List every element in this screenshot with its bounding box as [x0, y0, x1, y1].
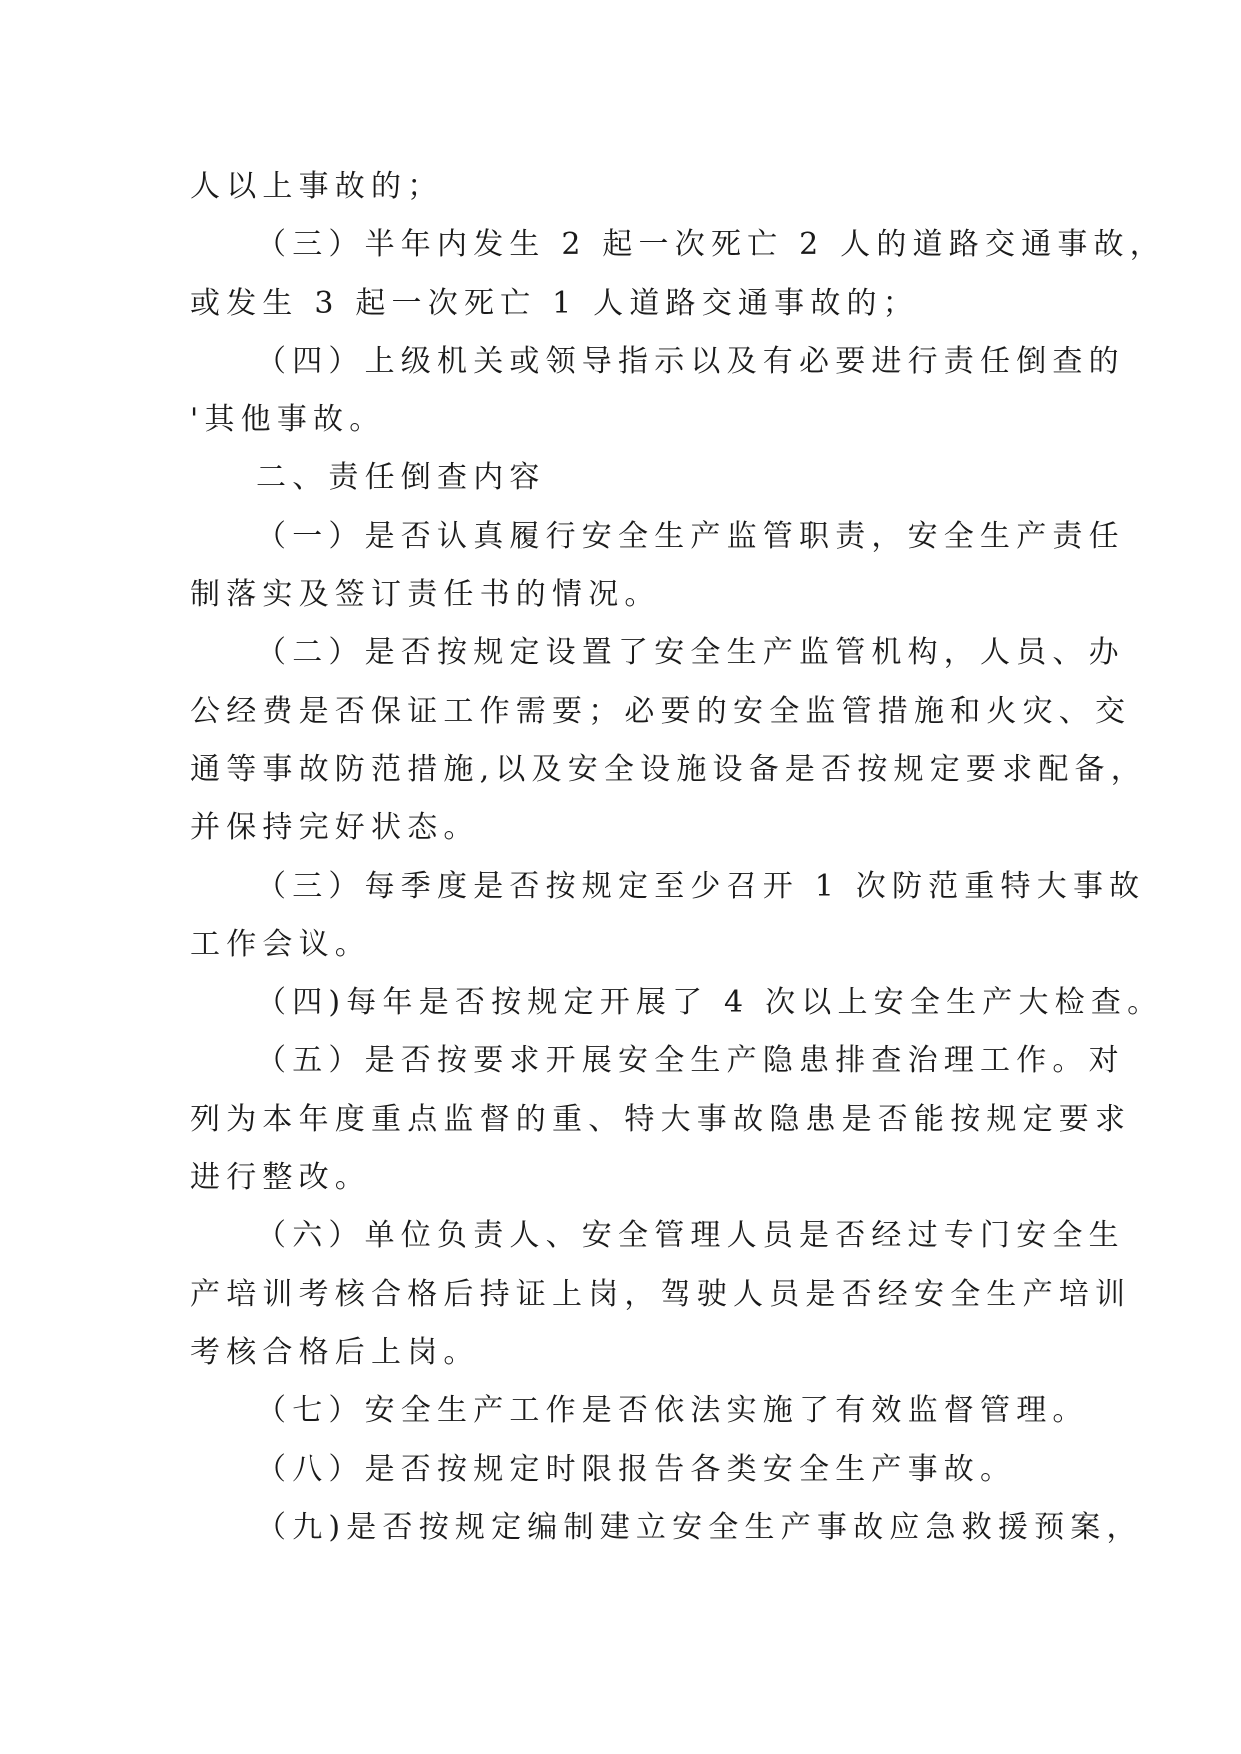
text-line: 人以上事故的； — [190, 169, 444, 204]
text-line: （七）安全生产工作是否依法实施了有效监督管理。 — [256, 1393, 1089, 1429]
text-line: （五）是否按要求开展安全生产隐患排查治理工作。对 — [256, 1043, 1125, 1079]
text-line: 制落实及签订责任书的情况。 — [190, 577, 661, 613]
text-line: 或发生 3 起一次死亡 1 人道路交通事故的； — [190, 285, 919, 321]
text-line: 并保持完好状态。 — [190, 810, 480, 846]
text-line: 工作会议。 — [190, 926, 371, 962]
text-line: （三）每季度是否按规定至少召开 1 次防范重特大事故 — [256, 868, 1146, 904]
text-line: 列为本年度重点监督的重、特大事故隐患是否能按规定要求 — [190, 1101, 1132, 1137]
text-line: （三）半年内发生 2 起一次死亡 2 人的道路交通事故， — [256, 227, 1166, 263]
text-line: 公经费是否保证工作需要；必要的安全监管措施和火灾、交 — [190, 693, 1132, 729]
text-line: （四)每年是否按规定开展了 4 次以上安全生产大检查。 — [256, 985, 1164, 1021]
text-line: 通等事故防范措施,以及安全设施设备是否按规定要求配备， — [190, 751, 1147, 787]
section-heading: 二、责任倒查内容 — [256, 460, 546, 496]
text-line: 进行整改。 — [190, 1160, 371, 1196]
text-line: 考核合格后上岗。 — [190, 1334, 480, 1370]
text-line: （八）是否按规定时限报告各类安全生产事故。 — [256, 1451, 1017, 1487]
text-line: '其他事故。 — [190, 402, 386, 438]
text-line: （六）单位负责人、安全管理人员是否经过专门安全生 — [256, 1218, 1125, 1254]
text-line: （二）是否按规定设置了安全生产监管机构，人员、办 — [256, 635, 1125, 671]
text-line: 产培训考核合格后持证上岗，驾驶人员是否经安全生产培训 — [190, 1276, 1132, 1312]
document-body — [190, 158, 1166, 1557]
text-line: （一）是否认真履行安全生产监管职责，安全生产责任 — [256, 518, 1125, 554]
text-line: （四）上级机关或领导指示以及有必要进行责任倒查的 — [256, 343, 1125, 379]
text-line: （九)是否按规定编制建立安全生产事故应急救援预案， — [256, 1509, 1143, 1545]
